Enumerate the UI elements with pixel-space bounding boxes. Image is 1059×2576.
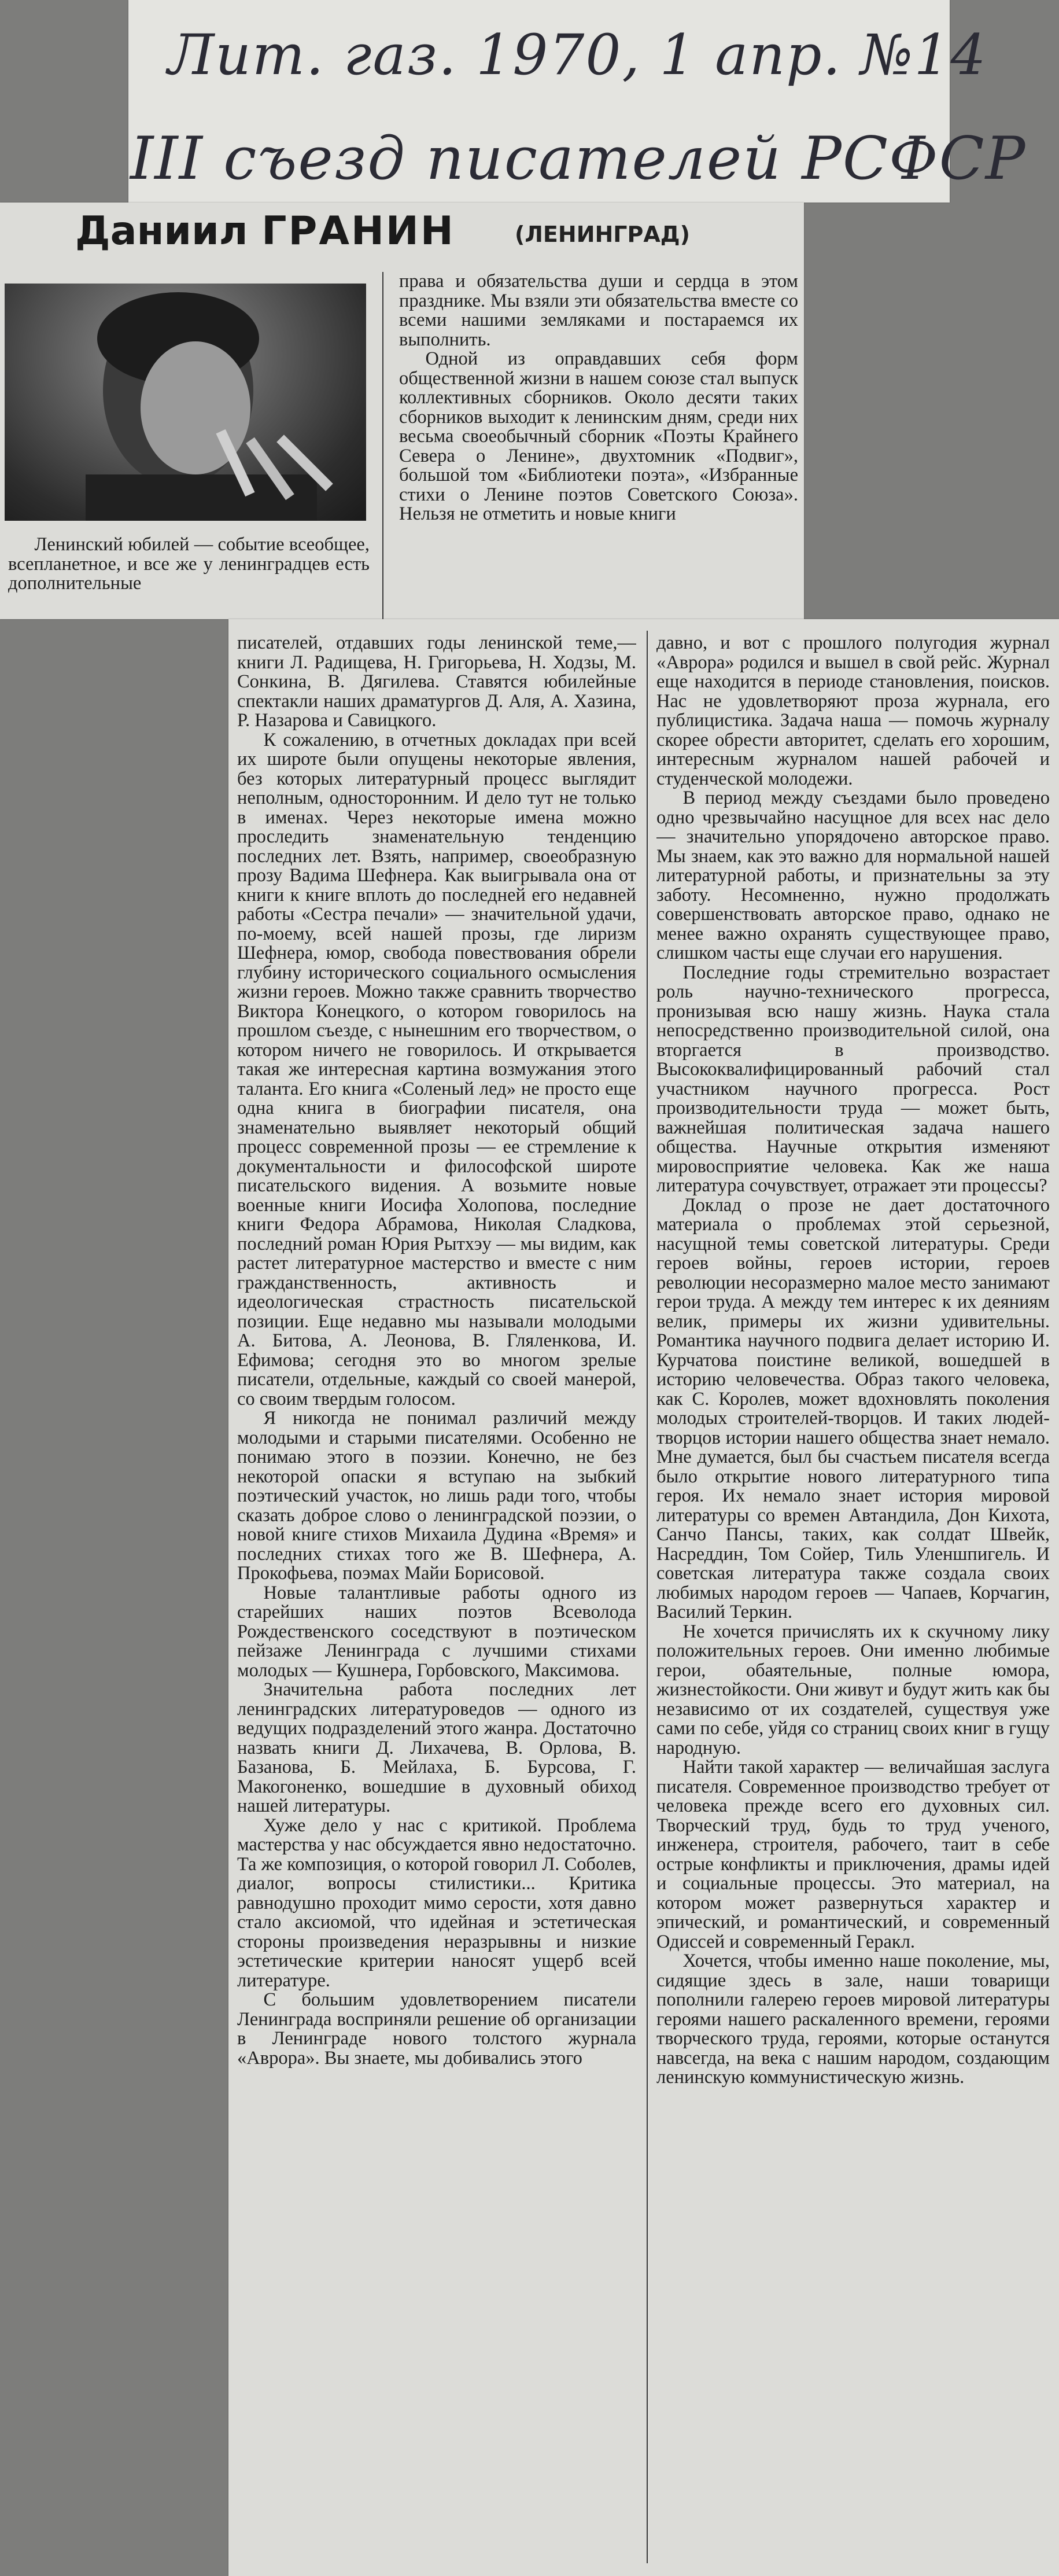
portrait-photo-icon <box>5 284 366 521</box>
column-right-paragraph: Найти такой характер — величайшая заслуга писателя. Современное производство требует от человека прежде всего его духовных сил. Творческий труд, будь то труд ученого, инженера, строителя, рабочего, таит в себе острые конфликты и приключения, драмы идей и социальные процессы. Это материал, на котором может развернуться характер и эпический, и романтический, и современный Одиссей и современный Геракл. <box>656 1757 1050 1952</box>
column-middle-paragraph: С большим удовлетворением писатели Ленинграда восприняли решение об организации в Ленинграде нового толстого журнала «Аврора». Вы знаете, мы добивались этого <box>237 1989 636 2069</box>
column-middle-paragraph: Новые талантливые работы одного из старейших наших поэтов Всеволода Рождественского соседствуют в поэтическом пейзаже Ленинграда с лучшими стихами молодых — Кушнера, Горбовского, Максимова. <box>237 1582 636 1681</box>
column-middle-paragraph: писателей, отдавших годы ленинской теме,— книги Л. Радищева, Н. Григорьева, Н. Ходзы, М. Сонкина, В. Дягилева. Ставятся юбилейные спектакли наших драматургов Д. Аля, А. Хазина, Р. Назарова и Савицкого. <box>237 634 636 731</box>
column-top <box>399 272 798 618</box>
column-right-paragraph: Хочется, чтобы именно наше поколение, мы, сидящие здесь в зале, наши товарищи пополнили галерею героев мировой литературы героями нашего раскаленного времени, героями творческого труда, героями, которые останутся навсегда, на века с нашим народом, создающим ленинскую коммунистическую жизнь. <box>656 1951 1050 2088</box>
caption-text: Ленинский юбилей — событие всеобщее, всепланетное, и все же у ленинградцев есть дополнительные <box>8 535 370 594</box>
column-right-paragraph: Доклад о прозе не дает достаточного материала о проблемах этой серьезной, насущной темы советской литературы. Среди героев войны, героев истории, героев революции несоразмерно малое место занимают герои труда. А между тем интерес к их деяниям велик, примеры их жизни удивительны. Романтика научного подвига делает историю И. Курчатова поистине великой, вошедшей в историю человечества. Образ такого человека, как С. Королев, может вдохновлять поколения молодых строителей-творцов. И таких людей-творцов истории нашего общества знает немало. Мне думается, был бы счастьем писателя всегда было открытие нового литературного типа героя. Их немало знает история мировой литературы со времен Автандила, Дон Кихота, Санчо Пансы, таких, как солдат Швейк, Насреддин, Том Сойер, Тиль Уленшпигель. И советская литература также создала своих любимых народом героев — Чапаев, Корчагин, Василий Теркин. <box>656 1194 1050 1622</box>
author-first-name: Даниил <box>75 208 248 254</box>
column-middle <box>237 634 636 2566</box>
handwritten-heading: III съезд писателей РСФСР <box>130 124 1027 193</box>
author-photo <box>5 284 366 521</box>
column-right-paragraph: Последние годы стремительно возрастает роль научно-технического прогресса, пронизывая всю нашу жизнь. Наука стала непосредственно производительной силой, она вторгается в производство. Высококвалифицированный рабочий стал участником научного прогресса. Рост производительности труда — может быть, важнейшая политическая задача нашего общества. Научные открытия изменяют мировосприятие человека. Как же наша литература сочувствует, отражает эти процессы? <box>656 962 1050 1196</box>
column-right <box>656 634 1050 2566</box>
column-right-paragraph: Не хочется причислять их к скучному лику положительных героев. Они именно любимые герои, обаятельные, полные юмора, жизнестойкости. Они живут и будут жить как бы независимо от их создателей, существуя уже сами по себе, уйдя со страниц своих книг в гущу народную. <box>656 1621 1050 1758</box>
author-last-name: ГРАНИН <box>261 208 455 254</box>
photo-caption <box>8 535 370 616</box>
column-right-paragraph: В период между съездами было проведено одно чрезвычайно насущное для всех нас дело — значительно упорядочено авторское право. Мы знаем, как это важно для нормальной нашей литературной работы, и признательны за эту заботу. Несомненно, нужно продолжать совершенствовать авторское право, однако не менее важно охранять существующее право, слишком часты еще случаи его нарушения. <box>656 787 1050 963</box>
column-middle-paragraph: Значительна работа последних лет ленинградских литературоведов — одного из ведущих подразделений этого жанра. Достаточно назвать книги Д. Лихачева, В. Орлова, В. Базанова, Б. Мейлаха, Б. Бурсова, Г. Макогоненко, вошедшие в духовный обиход нашей литературы. <box>237 1679 636 1816</box>
column-top-paragraph: права и обязательства души и сердца в этом празднике. Мы взяли эти обязательства вместе со всеми нашими земляками и постараемся их выполнить. <box>399 272 798 350</box>
column-divider-top <box>382 272 383 619</box>
column-divider-body <box>647 631 648 2563</box>
column-middle-paragraph: Хуже дело у нас с критикой. Проблема мастерства у нас обсуждается явно недостаточно. Та же композиция, о которой говорил Л. Соболев, диалог, вопросы стилистики... Критика равнодушно проходит мимо серости, хотя давно стало аксиомой, что идейная и эстетическая стороны произведения неразрывны и низкие эстетические критерии наносят ущерб всей литературе. <box>237 1815 636 1991</box>
column-right-paragraph: давно, и вот с прошлого полугодия журнал «Аврора» родился и вышел в свой рейс. Журнал еще находится в периоде становления, поисков. Нас не удовлетворяют проза журнала, его публицистика. Задача наша — помочь журналу скорее обрести авторитет, сделать его хорошим, интересным журналом нашей рабочей и студенческой молодежи. <box>656 634 1050 789</box>
handwritten-note: Лит. газ. 1970, 1 апр. №14 <box>168 23 987 87</box>
column-middle-paragraph: К сожалению, в отчетных докладах при всей их широте были опущены некоторые явления, без которых литературный процесс выглядит неполным, односторонним. И дело тут не только в именах. Через некоторые имена можно проследить знаменательную тенденцию последних лет. Взять, например, своеобразную прозу Вадима Шефнера. Как выигрывала она от книги к книге вплоть до последней его недавней работы «Сестра печали» — значительной удачи, по-моему, всей нашей прозы, где лиризм Шефнера, юмор, свобода повествования обрели глубину исторического социального осмысления жизни героев. Можно также сравнить творчество Виктора Конецкого, о котором говорилось на прошлом съезде, с нынешним его творчеством, о котором ничего не говорилось. И открывается такая же интересная картина возмужания этого таланта. Его книга «Соленый лед» не просто еще одна книга в биографии писателя, она знаменательно выявляет некоторый общий процесс современной прозы — ее стремление к документальности и философской широте писательского видения. А возьмите новые военные книги Иосифа Холопова, последние книги Федора Абрамова, Николая Сладкова, последний роман Юрия Рытхэу — мы видим, как растет литературное мастерство и вместе с ним гражданственность, активность и идеологическая страстность писательской позиции. Еще недавно мы называли молодыми А. Битова, А. Леонова, В. Гляленкова, И. Ефимова; сегодня это во многом зрелые писатели, отдельные, каждый со своей манерой, со своим твердым голосом. <box>237 729 636 1410</box>
column-middle-paragraph: Я никогда не понимал различий между молодыми и старыми писателями. Особенно не понимаю этого в поэзии. Конечно, не без некоторой опаски я вступаю на зыбкий поэтический участок, но лишь ради того, чтобы сказать доброе слово о ленинградской поэзии, о новой книге стихов Михаила Дудина «Время» и последних стихах того же В. Шефнера, А. Прокофьева, поэмах Майи Борисовой. <box>237 1408 636 1584</box>
author-city: (ЛЕНИНГРАД) <box>515 222 690 247</box>
article-title <box>75 205 455 257</box>
column-top-paragraph: Одной из оправдавших себя форм общественной жизни в нашем союзе стал выпуск коллективных сборников. Около десяти таких сборников выходит к ленинским дням, среди них весьма своеобычный сборник «Поэты Крайнего Севера о Ленине», двухтомник «Подвиг», большой том «Библиотеки поэта», «Избранные стихи о Ленине поэтов Советского Союза». Нельзя не отметить и новые книги <box>399 348 798 524</box>
